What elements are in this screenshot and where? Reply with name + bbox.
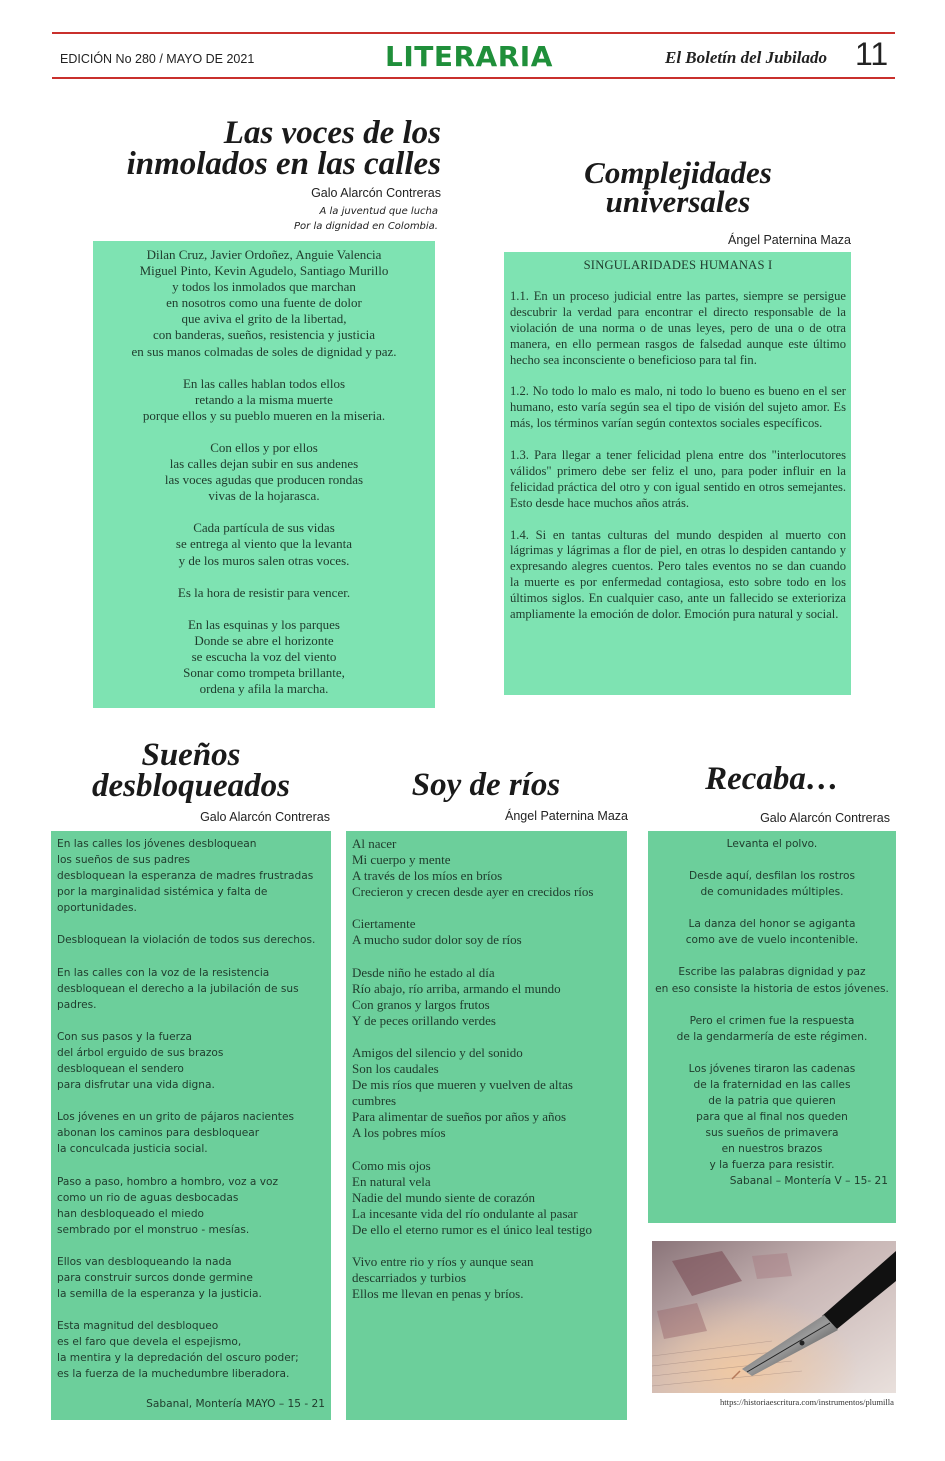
poem-line: Esta magnitud del desbloqueo bbox=[57, 1320, 219, 1333]
page-number: 11 bbox=[855, 36, 889, 72]
poem-body-recaba bbox=[648, 836, 896, 1174]
poem-body-suenos bbox=[57, 836, 331, 1383]
poem-line: Los jóvenes en un grito de pájaros nacientes bbox=[57, 1111, 294, 1124]
stanza-break bbox=[57, 1013, 331, 1029]
poem-line: Dilan Cruz, Javier Ordoñez, Anguie Valencia bbox=[146, 247, 382, 262]
poem-line: Levanta el polvo. bbox=[726, 838, 818, 850]
poem-line: Paso a paso, hombro a hombro, voz a voz bbox=[57, 1175, 279, 1188]
stanza-break bbox=[648, 948, 896, 964]
stanza-break bbox=[352, 1029, 627, 1045]
poem-line: En las calles hablan todos ellos bbox=[182, 375, 346, 391]
poem-line: Donde se abre el horizonte bbox=[194, 632, 334, 648]
poem-line: oportunidades. bbox=[57, 902, 137, 915]
poem-line: cumbres bbox=[352, 1093, 397, 1109]
article-dedication-voces: A la juventud que lucha Por la dignidad en Colombia. bbox=[294, 206, 438, 232]
image-caption-link[interactable]: https://historiaescritura.com/instrumentos/plumilla bbox=[720, 1397, 894, 1407]
poem-line: De ello el eterno rumor es el único leal testigo bbox=[352, 1221, 593, 1237]
poem-box-voces bbox=[93, 241, 435, 708]
poem-box-rios bbox=[346, 831, 627, 1420]
poem-line: de la fraternidad en las calles bbox=[693, 1078, 851, 1091]
poem-line: Nadie del mundo siente de corazón bbox=[352, 1189, 536, 1205]
poem-line: Ellos van desbloqueando la nada bbox=[57, 1255, 232, 1268]
poem-line: A través de los míos en bríos bbox=[352, 868, 503, 884]
stanza-break bbox=[93, 360, 435, 376]
poem-line: La incesante vida del río ondulante al pasar bbox=[352, 1205, 578, 1221]
poem-line: en eso consiste la historia de estos jóvenes. bbox=[655, 982, 889, 995]
poem-line: Como mis ojos bbox=[352, 1157, 431, 1173]
poem-line: los sueños de sus padres bbox=[57, 854, 190, 867]
poem-line: la conculcada justicia social. bbox=[57, 1143, 208, 1156]
poem-line: se escucha la voz del viento bbox=[191, 648, 337, 664]
poem-line: Cada partícula de sus vidas bbox=[193, 520, 335, 536]
poem-line: Mi cuerpo y mente bbox=[352, 852, 451, 868]
poem-line: Con granos y largos frutos bbox=[352, 996, 490, 1012]
poem-line: Con sus pasos y la fuerza bbox=[57, 1030, 192, 1043]
newspaper-brand: El Boletín del Jubilado bbox=[665, 48, 827, 67]
article-author-recaba: Galo Alarcón Contreras bbox=[760, 811, 890, 825]
poem-line: Miguel Pinto, Kevin Agudelo, Santiago Murillo bbox=[139, 263, 389, 279]
stanza-break bbox=[352, 1142, 627, 1158]
essay-paragraph: 1.2. No todo lo malo es malo, ni todo lo bueno es bueno en el ser humano, esto varía según sea el tipo de visión del sujeto amor. Es más, los términos varían según contextos sociales específicos. bbox=[510, 384, 846, 431]
stanza-break bbox=[648, 900, 896, 916]
stanza-break bbox=[648, 1045, 896, 1061]
essay-paragraph: 1.3. Para llegar a tener felicidad plena entre dos "interlocutores válidos" primero debe ser feliz el uno, para poder influir en la felicidad práctica del otro y con igual sentido en otros semejantes. Esto desde hace muchos años atrás. bbox=[510, 448, 846, 510]
stanza-break bbox=[93, 504, 435, 520]
poem-line: Desde niño he estado al día bbox=[352, 964, 495, 980]
poem-line: del árbol erguido de sus brazos bbox=[57, 1046, 224, 1059]
article-title-rios: Soy de ríos bbox=[411, 767, 561, 803]
poem-line: por la marginalidad sistémica y falta de bbox=[57, 886, 268, 899]
poem-line: De mis ríos que mueren y vuelven de altas bbox=[352, 1077, 573, 1093]
poem-line: de la gendarmería de este régimen. bbox=[676, 1030, 868, 1043]
poem-box-recaba bbox=[648, 831, 896, 1223]
poem-line: En natural vela bbox=[352, 1173, 431, 1189]
stanza-break bbox=[648, 997, 896, 1013]
poem-line: sembrado por el monstruo - mesías. bbox=[57, 1223, 250, 1236]
poem-line: La danza del honor se agiganta bbox=[688, 918, 856, 931]
article-author-complejidades: Ángel Paternina Maza bbox=[728, 233, 851, 247]
poem-body-voces bbox=[93, 247, 435, 697]
poem-line: retando a la misma muerte bbox=[195, 391, 333, 407]
poem-line: para que al final nos queden bbox=[696, 1111, 848, 1124]
poem-line: como ave de vuelo incontenible. bbox=[685, 934, 859, 947]
poem-line: Pero el crimen fue la respuesta bbox=[689, 1014, 855, 1027]
article-author-rios: Ángel Paternina Maza bbox=[505, 809, 628, 823]
stanza-break bbox=[93, 601, 435, 617]
poem-line: de la patria que quieren bbox=[708, 1095, 836, 1108]
poem-line: Es la hora de resistir para vencer. bbox=[177, 584, 351, 600]
poem-line: Vivo entre rio y ríos y aunque sean bbox=[352, 1253, 534, 1269]
poem-signature-suenos: Sabanal, Montería MAYO – 15 - 21 bbox=[146, 1398, 325, 1410]
essay-paragraph: 1.4. Si en tantas culturas del mundo despiden al muerto con lágrimas y lágrimas a flor de piel, en otras lo despiden cantando y expresando alegres cuentos. Pero tales eventos no se dan cuando la muerte es por enfermedad contagiosa, esto sobre todo en los últimos siglos. En cualquier caso, ante un fallecido se exterioriza ampliamente la emoción de dolor. Emoción pura natural y social. bbox=[510, 527, 846, 622]
poem-box-suenos bbox=[51, 831, 331, 1420]
poem-line: En las calles con la voz de la resistencia bbox=[57, 966, 270, 979]
poem-line: para disfrutar una vida digna. bbox=[57, 1079, 215, 1092]
poem-line: en sus manos colmadas de soles de dignidad y paz. bbox=[131, 343, 397, 359]
poem-line: A mucho sudor dolor soy de ríos bbox=[352, 932, 522, 948]
poem-line: abonan los caminos para desbloquear bbox=[57, 1127, 260, 1140]
poem-line: porque ellos y su pueblo mueren en la miseria. bbox=[142, 407, 386, 423]
stanza-break bbox=[352, 949, 627, 965]
poem-line: Sonar como trompeta brillante, bbox=[183, 664, 345, 680]
stanza-break bbox=[648, 852, 896, 868]
poem-line: para construir surcos donde germine bbox=[57, 1271, 253, 1284]
poem-line: Y de peces orillando verdes bbox=[352, 1012, 496, 1028]
poem-line: sus sueños de primavera bbox=[705, 1127, 839, 1140]
poem-line: y todos los inmolados que marchan bbox=[172, 279, 356, 295]
poem-line: en nuestros brazos bbox=[721, 1143, 823, 1156]
poem-line: las voces agudas que producen rondas bbox=[164, 472, 364, 488]
poem-line: Escribe las palabras dignidad y paz bbox=[678, 966, 866, 979]
article-author-suenos: Galo Alarcón Contreras bbox=[200, 810, 330, 824]
poem-line: que aviva el grito de la libertad, bbox=[181, 311, 347, 327]
poem-line: y la fuerza para resistir. bbox=[709, 1159, 835, 1172]
header-top-rule bbox=[52, 32, 895, 34]
poem-line: y de los muros salen otras voces. bbox=[178, 552, 350, 568]
stanza-break bbox=[352, 900, 627, 916]
section-title: LITERARIA bbox=[385, 40, 553, 73]
article-title-suenos: Sueños desbloqueados bbox=[92, 737, 290, 805]
poem-line: desbloquean la esperanza de madres frustradas bbox=[57, 870, 314, 883]
poem-line: es la fuerza de la muchedumbre liberadora. bbox=[57, 1368, 290, 1381]
article-title-complejidades: Complejidades universales bbox=[584, 155, 772, 220]
header-bottom-rule bbox=[52, 77, 895, 79]
fountain-pen-nib-image bbox=[652, 1241, 896, 1393]
essay-subtitle: SINGULARIDADES HUMANAS I bbox=[583, 258, 773, 272]
poem-line: desbloquean el derecho a la jubilación de sus bbox=[57, 982, 299, 995]
poem-line: Para alimentar de sueños por años y años bbox=[352, 1109, 567, 1125]
poem-line: Desbloquean la violación de todos sus derechos. bbox=[57, 934, 316, 947]
essay-box-complejidades bbox=[504, 252, 851, 695]
poem-line: han desbloqueado el miedo bbox=[57, 1207, 205, 1220]
poem-line: se entrega al viento que la levanta bbox=[175, 536, 353, 552]
stanza-break bbox=[57, 949, 331, 965]
poem-line: como un rio de aguas desbocadas bbox=[57, 1191, 239, 1204]
poem-body-rios bbox=[352, 836, 627, 1302]
article-title-recaba: Recaba… bbox=[705, 761, 839, 797]
edition-label: EDICIÓN No 280 / MAYO DE 2021 bbox=[60, 52, 255, 66]
article-author-voces: Galo Alarcón Contreras bbox=[311, 186, 441, 200]
poem-line: Con ellos y por ellos bbox=[210, 439, 318, 455]
poem-line: Río abajo, río arriba, armando el mundo bbox=[352, 980, 561, 996]
poem-signature-recaba: Sabanal – Montería V – 15- 21 bbox=[729, 1175, 888, 1187]
poem-line: A los pobres míos bbox=[352, 1125, 446, 1141]
stanza-break bbox=[57, 1158, 331, 1174]
poem-line: descarriados y turbios bbox=[352, 1270, 467, 1286]
essay-body-complejidades bbox=[510, 289, 846, 623]
stanza-break bbox=[57, 1238, 331, 1254]
stanza-break bbox=[57, 1093, 331, 1109]
essay-paragraph: 1.1. En un proceso judicial entre las partes, siempre se persigue descubrir la verdad para encontrar el directo responsable de la violación de una norma o de unas leyes, pero de una o de otra manera, en ello permean rasgos de falsedad aunque este último hecho sea inconsciente o beneficioso para tal fin. bbox=[510, 289, 846, 367]
poem-line: Al nacer bbox=[352, 836, 397, 851]
poem-line: de comunidades múltiples. bbox=[700, 886, 844, 899]
poem-line: con banderas, sueños, resistencia y justicia bbox=[152, 327, 375, 343]
stanza-break bbox=[352, 1238, 627, 1254]
poem-line: la semilla de la esperanza y la justicia. bbox=[57, 1288, 262, 1301]
poem-line: vivas de la hojarasca. bbox=[208, 488, 320, 504]
poem-line: Ellos me llevan en penas y bríos. bbox=[352, 1286, 524, 1302]
stanza-break bbox=[57, 1302, 331, 1318]
poem-line: Desde aquí, desfilan los rostros bbox=[688, 870, 856, 883]
poem-line: padres. bbox=[57, 998, 97, 1011]
poem-line: es el faro que devela el espejismo, bbox=[57, 1336, 242, 1349]
poem-line: Ciertamente bbox=[352, 916, 416, 932]
poem-line: ordena y afila la marcha. bbox=[199, 681, 329, 697]
poem-line: la mentira y la depredación del oscuro poder; bbox=[57, 1352, 299, 1365]
poem-line: Crecieron y crecen desde ayer en crecidos ríos bbox=[352, 884, 594, 900]
poem-line: en nosotros como una fuente de dolor bbox=[166, 295, 362, 311]
stanza-break bbox=[93, 569, 435, 585]
stanza-break bbox=[57, 916, 331, 932]
article-title-voces: Las voces de los inmolados en las calles bbox=[126, 115, 441, 183]
poem-line: desbloquean el sendero bbox=[57, 1063, 184, 1076]
stanza-break bbox=[93, 424, 435, 440]
poem-line: En las esquinas y los parques bbox=[187, 616, 340, 632]
poem-line: Son los caudales bbox=[352, 1061, 439, 1077]
poem-line: Los jóvenes tiraron las cadenas bbox=[688, 1062, 856, 1075]
poem-line: En las calles los jóvenes desbloquean bbox=[57, 838, 257, 850]
poem-line: las calles dejan subir en sus andenes bbox=[169, 456, 359, 472]
poem-line: Amigos del silencio y del sonido bbox=[352, 1044, 523, 1060]
